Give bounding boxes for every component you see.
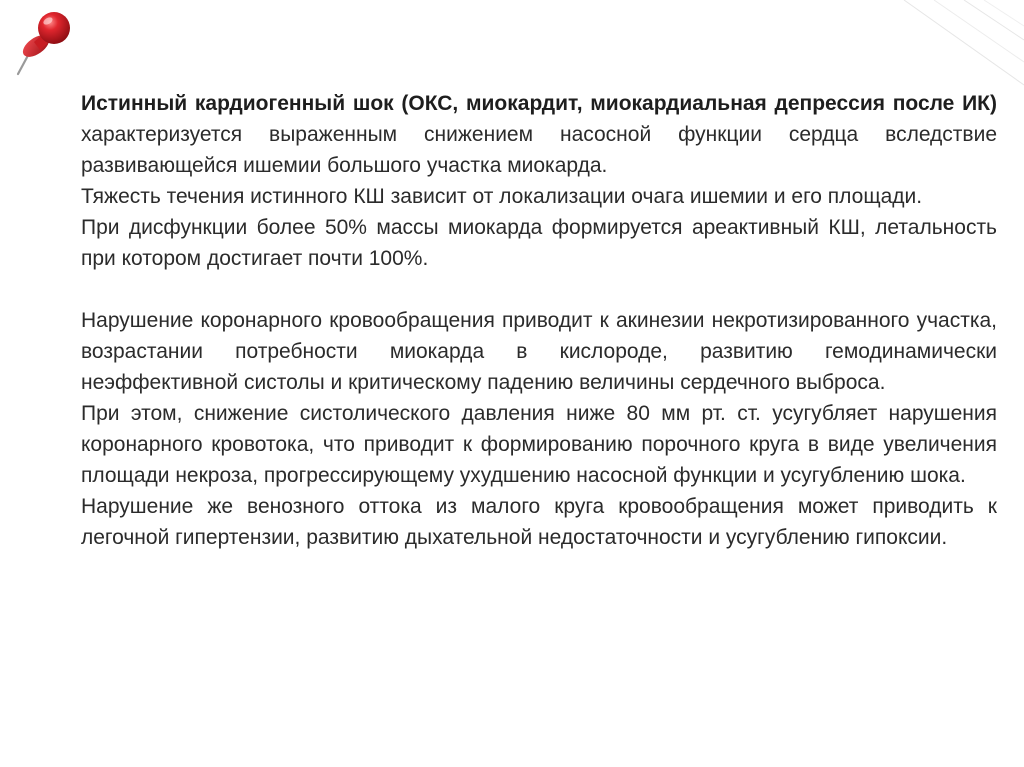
paragraph-systolic-pressure: При этом, снижение систолического давления ниже 80 мм рт. ст. усугубляет нарушения коронарного кровотока, что приводит к формированию порочного круга в виде увеличения площади некроза, прогрессирующему ухудшению насосной функции и усугублению шока. — [81, 402, 997, 487]
slide-text-content — [81, 88, 997, 553]
pushpin-icon — [10, 8, 76, 80]
paragraph-true-cardiogenic-shock — [81, 88, 997, 181]
paragraph-severity: Тяжесть течения истинного КШ зависит от локализации очага ишемии и его площади. — [81, 185, 923, 208]
paragraph-true-cardiogenic-shock-text: характеризуется выраженным снижением насосной функции сердца вследствие развивающейся ишемии большого участка миокарда. — [81, 123, 997, 177]
term-true-cardiogenic-shock: Истинный кардиогенный шок (ОКС, миокардит, миокардиальная депрессия после ИК) — [81, 92, 997, 115]
paragraph-coronary-circulation: Нарушение коронарного кровообращения приводит к акинезии некротизированного участка, возрастании потребности миокарда в кислороде, развитию гемодинамически неэффективной систолы и критическому падению величины сердечного выброса. — [81, 309, 997, 394]
paragraph-venous-outflow: Нарушение же венозного оттока из малого круга кровообращения может приводить к легочной гипертензии, развитию дыхательной недостаточности и усугублению гипоксии. — [81, 495, 997, 549]
paragraph-dysfunction: При дисфункции более 50% массы миокарда формируется ареактивный КШ, летальность при котором достигает почти 100%. — [81, 216, 997, 270]
paragraph-gap — [81, 274, 997, 305]
